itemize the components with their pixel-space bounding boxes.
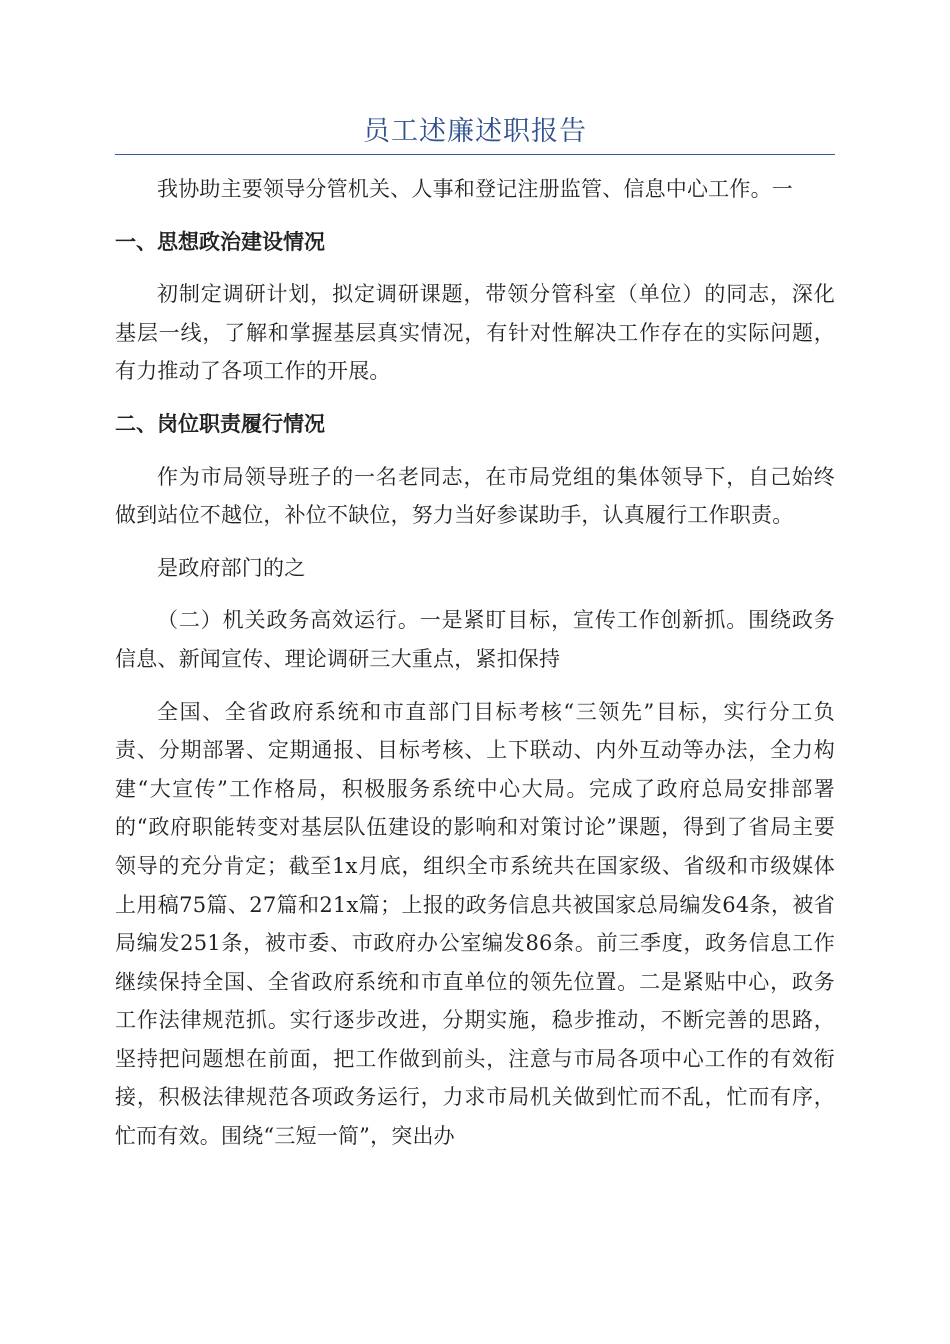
section-2-paragraph-2: 是政府部门的之 [157,555,306,580]
section-2-paragraph-3: （二）机关政务高效运行。一是紧盯目标，宣传工作创新抓。围绕政务信息、新闻宣传、理论调研三大重点，紧扣保持 [115,608,835,671]
section-2-paragraph-4: 全国、全省政府系统和市直部门目标考核“三领先”目标，实行分工负责、分期部署、定期通报、目标考核、上下联动、内外互动等办法，全力构建“大宣传”工作格局，积极服务系统中心大局。完成了政府总局安排部署的“政府职能转变对基层队伍建设的影响和对策讨论”课题，得到了省局主要领导的充分肯定；截至1x月底，组织全市系统共在国家级、省级和市级媒体上用稿75篇、27篇和21x篇；上报的政务信息共被国家总局编发64条，被省局编发251条，被市委、市政府办公室编发86条。前三季度，政务信息工作继续保持全国、全省政府系统和市直单位的领先位置。二是紧贴中心，政务工作法律规范抓。实行逐步改进，分期实施，稳步推动，不断完善的思路，坚持把问题想在前面，把工作做到前头，注意与市局各项中心工作的有效衔接，积极法律规范各项政务运行，力求市局机关做到忙而不乱，忙而有序，忙而有效。围绕“三短一简”，突出办 [115,699,835,1149]
intro-paragraph: 我协助主要领导分管机关、人事和登记注册监管、信息中心工作。一 [157,177,793,201]
section-heading-2: 二、岗位职责履行情况 [115,411,325,436]
document-title: 员工述廉述职报告 [363,116,587,147]
section-1-paragraph-1: 初制定调研计划，拟定调研课题，带领分管科室（单位）的同志，深化基层一线，了解和掌握基层真实情况，有针对性解决工作存在的实际问题，有力推动了各项工作的开展。 [115,282,835,384]
document-body [115,148,835,1156]
section-2-paragraph-1: 作为市局领导班子的一名老同志，在市局党组的集体领导下，自己始终做到站位不越位，补位不缺位，努力当好参谋助手，认真履行工作职责。 [115,464,835,528]
section-heading-1: 一、思想政治建设情况 [115,229,325,254]
